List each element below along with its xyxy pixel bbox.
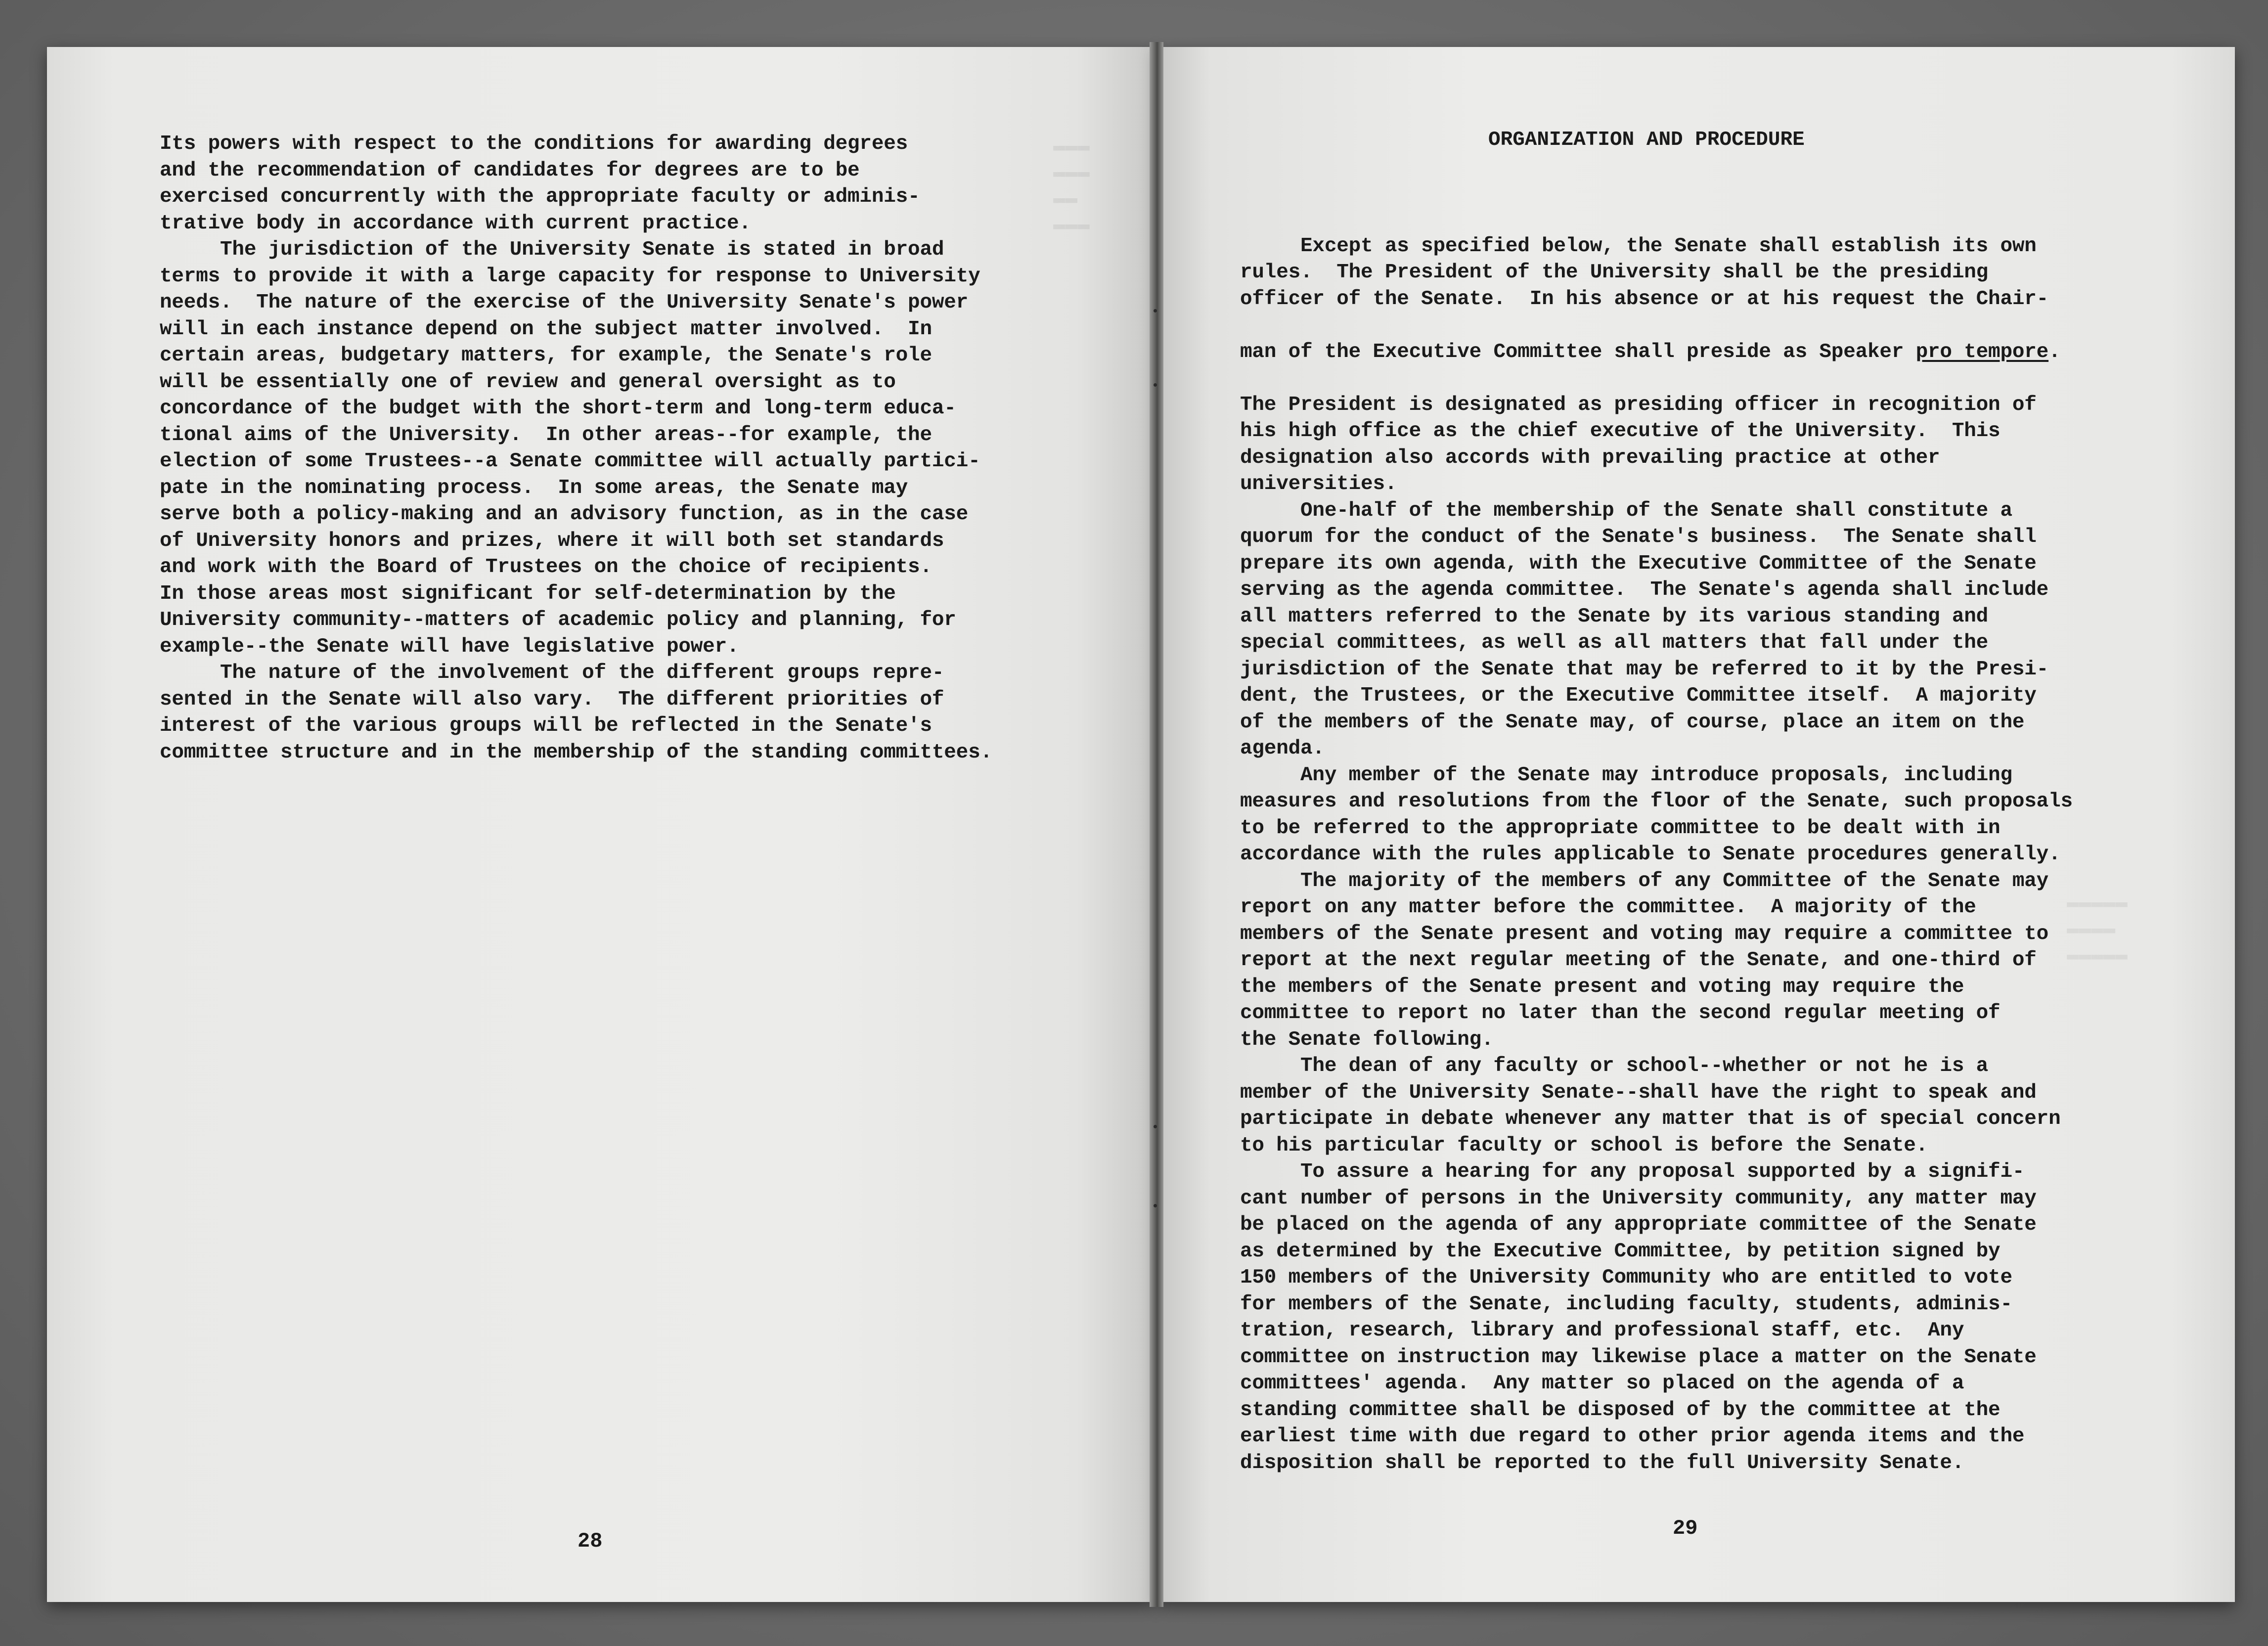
text-line: earliest time with due regard to other prior agenda items and the — [1240, 1425, 2025, 1448]
text-line: Except as specified below, the Senate shall establish its own — [1240, 234, 2037, 258]
text-line: committees' agenda. Any matter so placed on the agenda of a — [1240, 1372, 1964, 1395]
show-through-right: ▬▬▬▬▬ ▬▬▬▬ ▬▬▬▬▬ — [2067, 891, 2128, 967]
text-line: participate in debate whenever any matter that is of special concern — [1240, 1108, 2061, 1130]
line-period: . — [2048, 340, 2061, 363]
text-line: certain areas, budgetary matters, for example, the Senate's role — [160, 344, 932, 367]
right-body-part-b — [1240, 392, 2073, 1477]
text-line: the members of the Senate present and voting may require the — [1240, 975, 1964, 998]
book-spine — [1150, 42, 1163, 1607]
text-line: of University honors and prizes, where it will both set standards — [160, 529, 944, 552]
staple-mark — [1154, 309, 1157, 312]
text-line: measures and resolutions from the floor of the Senate, such proposals — [1240, 790, 2073, 813]
text-line: pate in the nominating process. In some areas, the Senate may — [160, 476, 908, 499]
text-line: prepare its own agenda, with the Executive Committee of the Senate — [1240, 552, 2037, 575]
line-text: man of the Executive Committee shall preside as Speaker — [1240, 340, 1916, 363]
text-line: sented in the Senate will also vary. The different priorities of — [160, 688, 944, 711]
page-number-left: 28 — [578, 1529, 603, 1553]
text-line: needs. The nature of the exercise of the University Senate's power — [160, 291, 969, 314]
text-line: terms to provide it with a large capacity for response to University — [160, 265, 980, 288]
pro-tempore-underlined: pro tempore — [1915, 340, 2049, 363]
text-line: his high office as the chief executive of the University. This — [1240, 420, 2001, 443]
text-line: universities. — [1240, 473, 1397, 495]
text-line: as determined by the Executive Committee, by petition signed by — [1240, 1240, 2001, 1263]
text-line: tration, research, library and professional staff, etc. Any — [1240, 1319, 1964, 1342]
text-line: exercised concurrently with the appropriate faculty or adminis- — [160, 185, 920, 208]
text-line: standing committee shall be disposed of by the committee at the — [1240, 1398, 2001, 1422]
text-line: rules. The President of the University shall be the presiding — [1240, 261, 1989, 284]
text-line: Its powers with respect to the conditions for awarding degrees — [160, 133, 908, 155]
text-line: 150 members of the University Community who are entitled to vote — [1240, 1266, 2012, 1289]
text-line: committee structure and in the membership of the standing committees. — [160, 741, 992, 764]
text-line: concordance of the budget with the short-term and long-term educa- — [160, 397, 956, 420]
text-line: the Senate following. — [1240, 1028, 1494, 1051]
text-line: accordance with the rules applicable to Senate procedures generally. — [1240, 843, 2061, 866]
text-line: The majority of the members of any Committee of the Senate may — [1240, 869, 2049, 892]
text-line: quorum for the conduct of the Senate's business. The Senate shall — [1240, 526, 2037, 548]
text-line: officer of the Senate. In his absence or at his request the Chair- — [1240, 287, 2049, 311]
text-line: of the members of the Senate may, of course, place an item on the — [1240, 711, 2025, 734]
show-through-left: ▬▬▬ ▬▬▬ ▬▬ ▬▬▬ — [1053, 135, 1090, 236]
text-line: special committees, as well as all matters that fall under the — [1240, 631, 1989, 654]
text-line: Any member of the Senate may introduce proposals, including — [1240, 763, 2012, 787]
text-line: and the recommendation of candidates for degrees are to be — [160, 159, 860, 182]
text-line: In those areas most significant for self-determination by the — [160, 582, 896, 605]
text-line: designation also accords with prevailing practice at other — [1240, 446, 1940, 469]
text-line: cant number of persons in the University community, any matter may — [1240, 1187, 2037, 1210]
text-line: committee on instruction may likewise place a matter on the Senate — [1240, 1345, 2037, 1369]
text-line: agenda. — [1240, 737, 1325, 760]
text-line: be placed on the agenda of any appropriate committee of the Senate — [1240, 1213, 2037, 1236]
text-line: election of some Trustees--a Senate committee will actually partici- — [160, 450, 980, 473]
text-line: tional aims of the University. In other areas--for example, the — [160, 423, 932, 446]
section-heading: ORGANIZATION AND PROCEDURE — [1488, 129, 1805, 151]
text-line: jurisdiction of the Senate that may be referred to it by the Presi- — [1240, 658, 2049, 681]
text-line: The nature of the involvement of the different groups repre- — [160, 662, 944, 684]
staple-mark — [1154, 383, 1157, 387]
text-line: The dean of any faculty or school--whether or not he is a — [1240, 1055, 1989, 1077]
text-line: for members of the Senate, including faculty, students, adminis- — [1240, 1292, 2012, 1316]
text-line: and work with the Board of Trustees on the choice of recipients. — [160, 556, 932, 578]
text-line: to his particular faculty or school is before the Senate. — [1240, 1134, 1928, 1157]
right-page-body — [1240, 207, 2073, 1503]
staple-mark — [1154, 1125, 1157, 1128]
page-number-right: 29 — [1673, 1516, 1698, 1540]
text-line: to be referred to the appropriate committee to be dealt with in — [1240, 816, 2001, 840]
text-line: committee to report no later than the second regular meeting of — [1240, 1002, 2001, 1024]
text-line: serving as the agenda committee. The Senate's agenda shall include — [1240, 578, 2049, 601]
text-line: report at the next regular meeting of the Senate, and one-third of — [1240, 949, 2037, 972]
text-line: serve both a policy-making and an advisory function, as in the case — [160, 503, 969, 526]
text-line: trative body in accordance with current practice. — [160, 212, 751, 235]
text-line: will be essentially one of review and general oversight as to — [160, 370, 896, 394]
text-line: report on any matter before the committee. A majority of the — [1240, 896, 1976, 919]
text-line: interest of the various groups will be reflected in the Senate's — [160, 714, 932, 737]
text-line: member of the University Senate--shall have the right to speak and — [1240, 1081, 2037, 1104]
text-line: all matters referred to the Senate by its various standing and — [1240, 605, 1989, 628]
text-line: dent, the Trustees, or the Executive Committee itself. A majority — [1240, 684, 2037, 707]
text-line: The jurisdiction of the University Senate is stated in broad — [160, 238, 944, 261]
text-line: example--the Senate will have legislative power. — [160, 635, 739, 658]
right-body-part-a — [1240, 233, 2073, 313]
text-line: disposition shall be reported to the full University Senate. — [1240, 1451, 1964, 1474]
text-line: The President is designated as presiding officer in recognition of — [1240, 393, 2037, 416]
pro-tempore-line — [1240, 339, 2073, 366]
text-line: To assure a hearing for any proposal supported by a signifi- — [1240, 1160, 2025, 1183]
text-line: One-half of the membership of the Senate shall constitute a — [1240, 499, 2012, 522]
left-page-body — [160, 131, 992, 766]
text-line: will in each instance depend on the subject matter involved. In — [160, 317, 932, 341]
staple-mark — [1154, 1204, 1157, 1207]
text-line: University community--matters of academic policy and planning, for — [160, 609, 956, 631]
text-line: members of the Senate present and voting may require a committee to — [1240, 922, 2049, 945]
